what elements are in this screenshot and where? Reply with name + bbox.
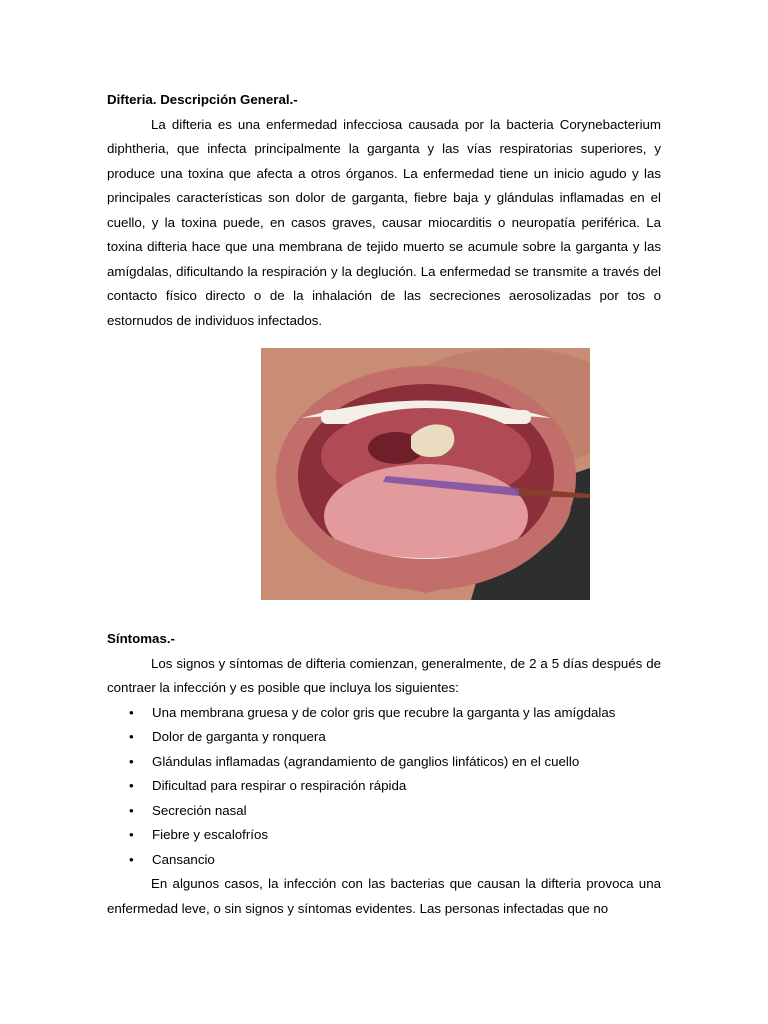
list-item-text: Dificultad para respirar o respiración rápida xyxy=(152,778,407,793)
bullet-icon: • xyxy=(129,753,134,769)
symptoms-intro: Los signos y síntomas de difteria comienzan, generalmente, de 2 a 5 días después de contraer la infección y es posible que incluya los siguientes: xyxy=(107,655,661,695)
section-heading-description: Difteria. Descripción General.- xyxy=(107,92,298,107)
list-item-text: Fiebre y escalofríos xyxy=(152,827,269,842)
bullet-icon: • xyxy=(129,802,134,818)
description-paragraph: La difteria es una enfermedad infecciosa causada por la bacteria Corynebacterium diphtheria, que infecta principalmente la garganta y las vías respiratorias superiores, y produce una toxina que afecta a otros órganos. La enfermedad tiene un inicio agudo y las principales características son dolor de garganta, fiebre baja y glándulas inflamadas en el cuello, y la toxina puede, en casos graves, causar miocarditis o neuropatía periférica. La toxina difteria hace que una membrana de tejido muerto se acumule sobre la garganta y las amígdalas, dificultando la respiración y la deglución. La enfermedad se transmite a través del contacto físico directo o de la inhalación de las secreciones aerosolizadas por tos o estornudos de individuos infectados. xyxy=(107,116,661,328)
list-item xyxy=(107,823,661,848)
list-item-text: Una membrana gruesa y de color gris que recubre la garganta y las amígdalas xyxy=(152,704,616,720)
bullet-icon: • xyxy=(129,851,134,867)
section-heading-symptoms: Síntomas.- xyxy=(107,631,175,646)
symptoms-list xyxy=(107,701,661,873)
list-item-text: Dolor de garganta y ronquera xyxy=(152,729,326,744)
bullet-icon: • xyxy=(129,778,134,793)
list-item-text: Secreción nasal xyxy=(152,802,247,818)
list-item xyxy=(107,848,661,873)
list-item xyxy=(107,701,661,726)
throat-photo xyxy=(261,348,590,600)
list-item xyxy=(107,799,661,824)
bullet-icon: • xyxy=(129,704,134,720)
bullet-icon: • xyxy=(129,729,134,744)
document-page xyxy=(107,88,661,921)
bullet-icon: • xyxy=(129,827,134,842)
list-item-text: Cansancio xyxy=(152,851,215,867)
list-item-text: Glándulas inflamadas (agrandamiento de ganglios linfáticos) en el cuello xyxy=(152,753,580,769)
closing-paragraph: En algunos casos, la infección con las bacterias que causan la difteria provoca una enfermedad leve, o sin signos y síntomas evidentes. Las personas infectadas que no xyxy=(107,876,661,916)
list-item xyxy=(107,774,661,799)
list-item xyxy=(107,725,661,750)
list-item xyxy=(107,750,661,775)
